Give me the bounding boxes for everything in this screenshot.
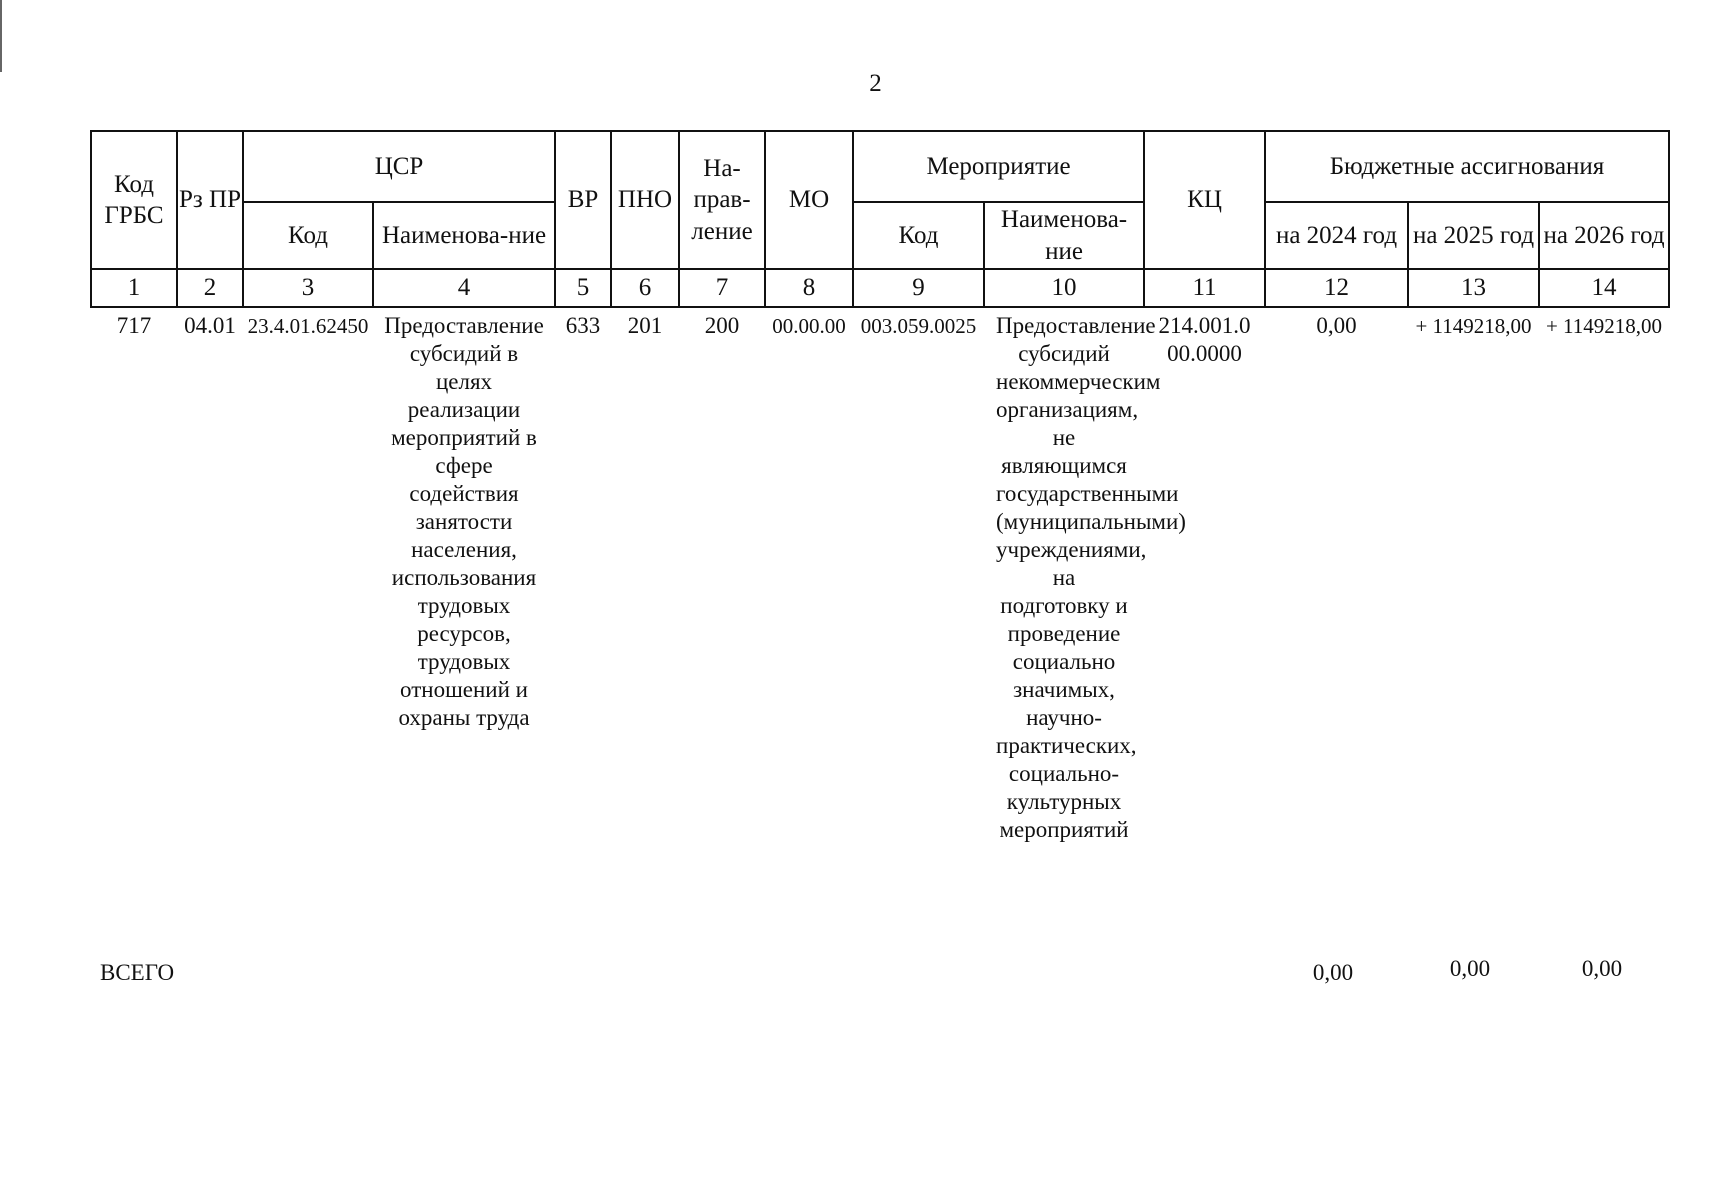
column-number: 12 [1265,269,1408,307]
total-label: ВСЕГО [100,960,175,985]
header-csr-kod: Код [243,202,373,269]
column-number-row [91,269,1669,307]
table-row [91,307,1669,844]
budget-table [90,130,1670,844]
page-number: 2 [869,70,882,97]
header-assignments: Бюджетные ассигнования [1265,131,1669,202]
header-napravlenie: На-прав-ление [679,131,765,269]
column-number: 11 [1144,269,1265,307]
total-year-2024: 0,00 [1312,960,1354,985]
cell-napravlenie: 200 [704,313,740,338]
cell-mo: 00.00.00 [772,314,846,338]
cell-kc: 214.001.000.0000 [1158,313,1251,366]
column-number: 9 [853,269,984,307]
header-year-2026: на 2026 год [1539,202,1669,269]
column-number: 6 [611,269,679,307]
cell-csr-kod: 23.4.01.62450 [247,314,369,338]
column-number: 1 [91,269,177,307]
cell-mer-name: Предоставление субсидий некоммерческим организациям, не являющимся государственными (муниципальными) учреждениями, на подготовку и проведение социально значимых, научно-практических, социально-культурных мероприятий [996,313,1186,842]
header-mer-name: Наименова-ние [984,202,1144,269]
column-number: 3 [243,269,373,307]
column-number: 14 [1539,269,1669,307]
header-meropriyatie: Мероприятие [853,131,1144,202]
column-number: 4 [373,269,555,307]
cell-pno: 201 [627,313,663,338]
column-number: 5 [555,269,611,307]
header-vr: ВР [555,131,611,269]
column-number: 13 [1408,269,1539,307]
cell-vr: 633 [565,313,601,338]
cell-year-2024: 0,00 [1316,313,1357,338]
scan-edge-line [0,0,2,72]
cell-csr-name: Предоставление субсидий в целях реализации мероприятий в сфере содействия занятости населения, использования трудовых ресурсов, трудовых отношений и охраны труда [384,313,544,730]
header-csr-name: Наименова-ние [373,202,555,269]
header-csr: ЦСР [243,131,555,202]
cell-kod-grbs: 717 [116,313,152,338]
header-mer-kod: Код [853,202,984,269]
cell-year-2025: + 1149218,00 [1415,314,1532,338]
column-number: 10 [984,269,1144,307]
column-number: 2 [177,269,243,307]
header-rz-pr: Рз ПР [177,131,243,269]
cell-mer-kod: 003.059.0025 [860,314,977,338]
header-year-2025: на 2025 год [1408,202,1539,269]
header-kc: КЦ [1144,131,1265,269]
column-number: 7 [679,269,765,307]
cell-year-2026: + 1149218,00 [1545,314,1663,338]
header-pno: ПНО [611,131,679,269]
cell-rz-pr: 04.01 [184,313,236,338]
column-number: 8 [765,269,853,307]
total-year-2025: 0,00 [1449,956,1491,981]
header-mo: МО [765,131,853,269]
total-year-2026: 0,00 [1581,956,1623,981]
header-kod-grbs: Код ГРБС [91,131,177,269]
header-year-2024: на 2024 год [1265,202,1408,269]
